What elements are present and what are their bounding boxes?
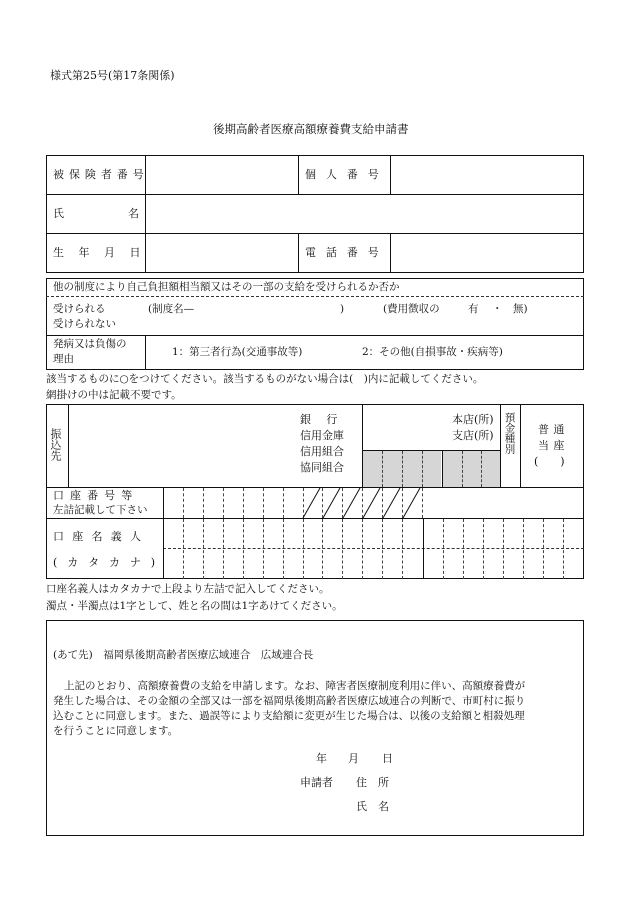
account-number-label: 口座番号等 [53, 489, 139, 502]
account-number-field[interactable] [165, 489, 295, 517]
bank-type-shinkumi[interactable]: 信用組合 [300, 445, 344, 458]
applicant-address-field[interactable] [408, 773, 578, 791]
branch-code-shaded [443, 451, 500, 487]
injury-option-third-party[interactable]: 1：第三者行為(交通事故等) [172, 346, 303, 358]
account-number-strikes [300, 488, 430, 518]
name-label-second: 名 [128, 207, 139, 220]
system-name-close: ) [340, 303, 345, 315]
insured-number-label: 被保険者番号 [53, 168, 149, 181]
phone-label: 電話番号 [305, 246, 389, 259]
account-holder-upper-field[interactable] [165, 520, 582, 547]
declaration-line1: 上記のとおり、高額療養費の支給を申請します。なお、障害者医療制度利用に伴い、高額療養費が [64, 680, 526, 692]
transfer-label: 振込先 [49, 428, 62, 461]
applicant-name-label: 氏 名 [356, 800, 389, 813]
branch-office-option[interactable]: 支店(所) [452, 429, 494, 442]
system-name-field[interactable] [205, 302, 335, 316]
branch-name-field[interactable] [364, 406, 448, 448]
name-field[interactable] [147, 196, 582, 231]
bank-type-kyodo[interactable]: 協同組合 [300, 461, 344, 474]
addressee: (あて先) 福岡県後期高齢者医療広域連合 広域連合長 [53, 649, 314, 661]
system-name-label: (制度名— [148, 303, 195, 315]
cost-separator: ・ [492, 303, 503, 315]
name-label-first: 氏 [53, 207, 64, 220]
form-title: 後期高齢者医療高額療養費支給申請書 [213, 122, 409, 136]
note-shaded-area: 網掛けの中は記載不要です。 [46, 389, 182, 401]
other-system-question: 他の制度により自己負担額相当額又はその一部の支給を受けられるか否か [53, 281, 400, 293]
account-holder-lower-field[interactable] [165, 550, 582, 577]
declaration-line2: 発生した場合は、その金額の全部又は一部を福岡県後期高齢者医療広域連合の判断で、市町村に振り [53, 695, 526, 707]
date-month-label: 月 [348, 752, 359, 765]
birth-date-label: 生 年 月 日 [53, 246, 146, 259]
injury-option-other[interactable]: 2：その他(自損事故・疾病等) [362, 346, 503, 358]
date-year-label: 年 [316, 752, 327, 765]
note-circle-instruction: 該当するものに○をつけてください。該当するものがない場合は( )内に記載してください。 [46, 373, 484, 385]
deposit-current-option[interactable]: 当座 [538, 439, 569, 452]
injury-label-line2: 理由 [53, 353, 74, 365]
declaration-line4: を行うことに同意します。 [53, 725, 179, 737]
declaration-line3: 込むことに同意します。また、過誤等により支給額に変更が生じた場合は、以後の支給額と相殺処理 [53, 710, 525, 722]
phone-field[interactable] [392, 235, 582, 271]
cost-yes-option[interactable]: 有 [468, 303, 479, 315]
insured-number-field[interactable] [147, 157, 296, 192]
note-katakana-instruction: 口座名義人はカタカナで上段より左詰で記入してください。 [46, 583, 330, 595]
deposit-ordinary-option[interactable]: 普通 [538, 423, 569, 436]
cannot-receive-option[interactable]: 受けられない [53, 318, 116, 330]
bank-type-shinkin[interactable]: 信用金庫 [300, 429, 344, 442]
cost-no-option[interactable]: 無) [513, 303, 528, 315]
account-holder-label: 口座名義人 [53, 530, 150, 543]
deposit-type-label: 預金種別 [503, 412, 516, 454]
note-dakuten-instruction: 濁点・半濁点は1字として、姓と名の間は1字あけてください。 [46, 600, 343, 612]
form-number: 様式第25号(第17条関係) [50, 69, 175, 82]
account-number-hint: 左詰記載して下さい [53, 504, 148, 516]
cost-collection-label: (費用徴収の [383, 303, 440, 315]
bank-type-bank[interactable]: 銀行 [300, 413, 353, 426]
date-day-label: 日 [382, 752, 393, 765]
applicant-label: 申請者 [300, 776, 333, 789]
head-office-option[interactable]: 本店(所) [452, 413, 494, 426]
applicant-name-field[interactable] [408, 797, 578, 815]
birth-date-field[interactable] [147, 235, 296, 271]
account-holder-katakana-label: (カタカナ) [53, 556, 165, 569]
deposit-other-paren: ( ) [534, 455, 565, 468]
personal-number-label: 個人番号 [305, 168, 389, 181]
injury-label-line1: 発病又は負傷の [53, 338, 127, 350]
applicant-address-label: 住 所 [356, 776, 389, 789]
bank-name-field[interactable] [70, 406, 295, 485]
can-receive-option[interactable]: 受けられる [53, 303, 106, 315]
personal-number-field[interactable] [392, 157, 582, 192]
